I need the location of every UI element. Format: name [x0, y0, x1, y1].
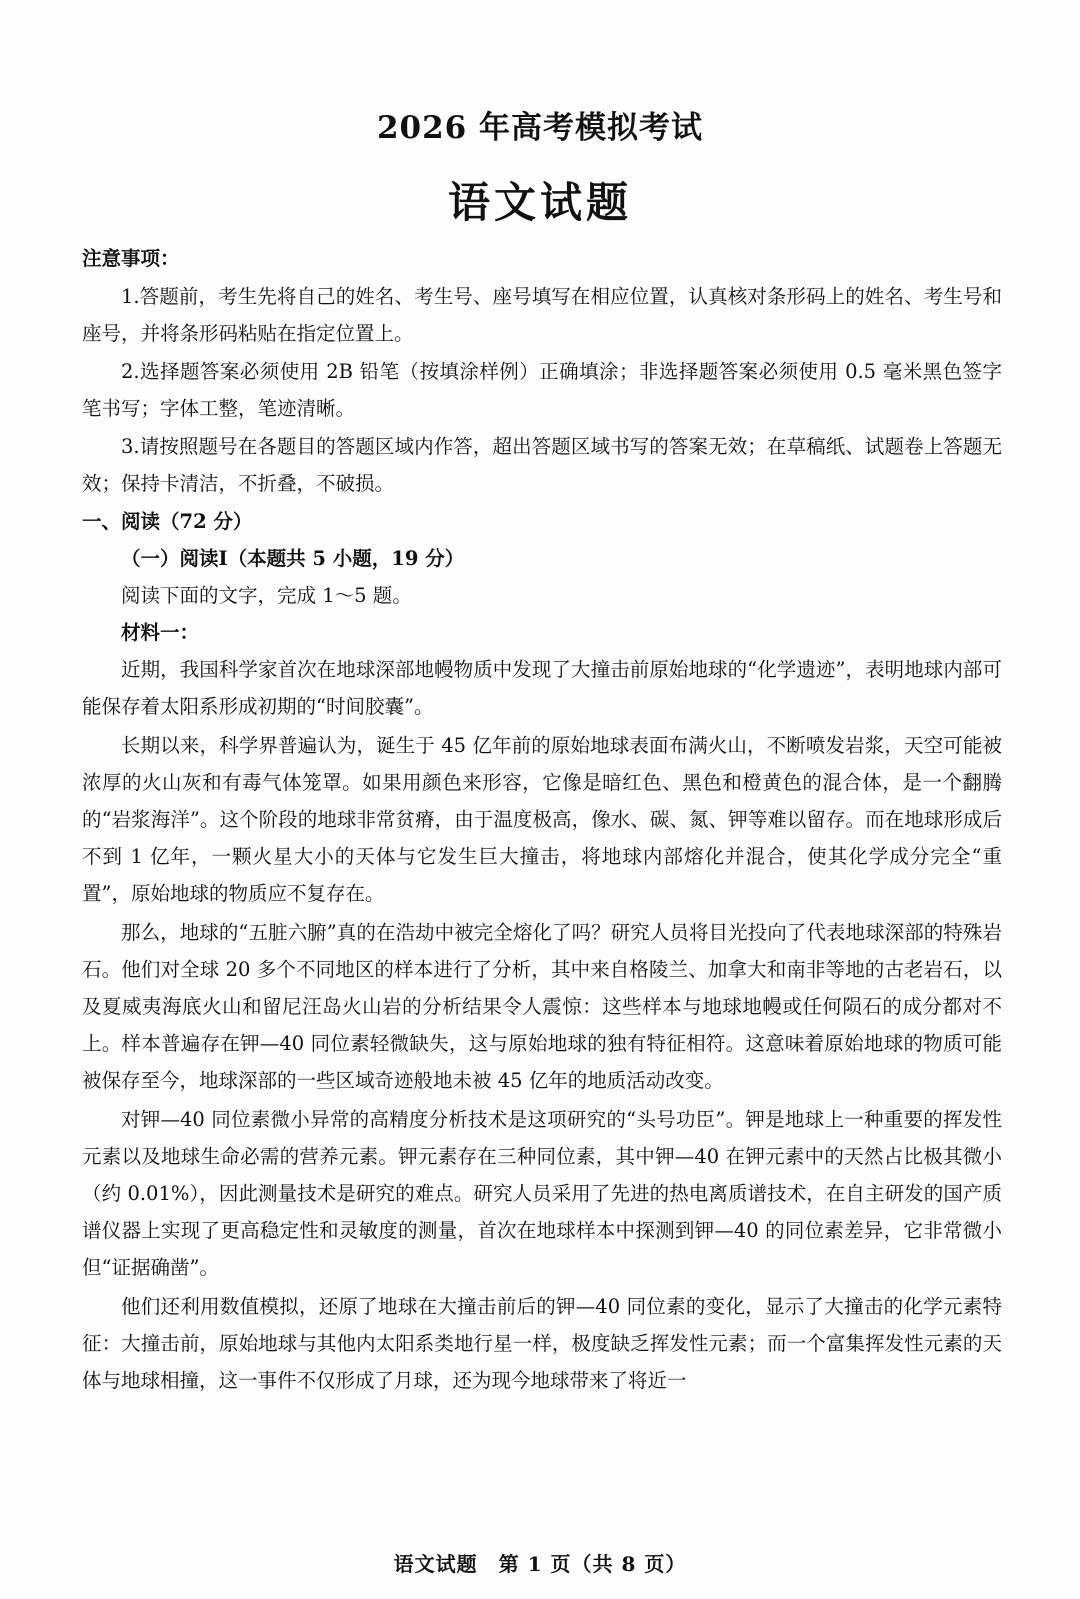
page-footer: 语文试题 第 1 页（共 8 页） — [393, 1552, 687, 1576]
notice-item-3: 3.请按照题号在各题目的答题区域内作答，超出答题区域书写的答案无效；在草稿纸、试题卷上答题无效；保持卡清洁，不折叠，不破损。 — [82, 435, 1002, 495]
article-paragraph-4: 对钾—40 同位素微小异常的高精度分析技术是这项研究的“头号功臣”。钾是地球上一种重要的挥发性元素以及地球生命必需的营养元素。钾元素存在三种同位素，其中钾—40 在钾元素中的天然占比极其微小（约 0.01%），因此测量技术是研究的难点。研究人员采用了先进的热电离质谱技术，在自主研发的国产质谱仪器上实现了更高稳定性和灵敏度的测量，首次在地球样本中探测到钾—40 的同位素差异，它非常微小但“证据确凿”。 — [82, 1108, 1002, 1279]
notice-heading: 注意事项： — [82, 247, 180, 270]
material-label: 材料一： — [121, 621, 200, 644]
article-paragraph-5: 他们还利用数值模拟，还原了地球在大撞击前后的钾—40 同位素的变化，显示了大撞击的化学元素特征：大撞击前，原始地球与其他内太阳系类地行星一样，极度缺乏挥发性元素；而一个富集挥发性元素的天体与地球相撞，这一事件不仅形成了月球，还为现今地球带来了将近一 — [82, 1295, 1002, 1392]
exam-title: 2026 年高考模拟考试 — [376, 110, 704, 146]
subject-title: 语文试题 — [447, 178, 632, 227]
notice-item-1: 1.答题前，考生先将自己的姓名、考生号、座号填写在相应位置，认真核对条形码上的姓名、考生号和座号，并将条形码粘贴在指定位置上。 — [82, 285, 1002, 345]
article — [82, 651, 1002, 1399]
article-paragraph-3: 那么，地球的“五脏六腑”真的在浩劫中被完全熔化了吗？研究人员将目光投向了代表地球深部的特殊岩石。他们对全球 20 多个不同地区的样本进行了分析，其中来自格陵兰、加拿大和南非等地的古老岩石，以及夏威夷海底火山和留尼汪岛火山岩的分析结果令人震惊：这些样本与地球地幔或任何陨石的成分都对不上。样本普遍存在钾—40 同位素轻微缺失，这与原始地球的独有特征相符。这意味着原始地球的物质可能被保存至今，地球深部的一些区域奇迹般地未被 45 亿年的地质活动改变。 — [82, 921, 1002, 1092]
section-heading: 一、阅读（72 分） — [82, 510, 253, 533]
section-instruction: 阅读下面的文字，完成 1～5 题。 — [121, 584, 412, 607]
section-subheading: （一）阅读Ⅰ（本题共 5 小题，19 分） — [121, 547, 465, 570]
notice-item-2: 2.选择题答案必须使用 2B 铅笔（按填涂样例）正确填涂；非选择题答案必须使用 0.5 毫米黑色签字笔书写；字体工整，笔迹清晰。 — [82, 360, 1002, 420]
article-paragraph-2: 长期以来，科学界普遍认为，诞生于 45 亿年前的原始地球表面布满火山，不断喷发岩浆，天空可能被浓厚的火山灰和有毒气体笼罩。如果用颜色来形容，它像是暗红色、黑色和橙黄色的混合体，是一个翻腾的“岩浆海洋”。这个阶段的地球非常贫瘠，由于温度极高，像水、碳、氮、钾等难以留存。而在地球形成后不到 1 亿年，一颗火星大小的天体与它发生巨大撞击，将地球内部熔化并混合，使其化学成分完全“重置”，原始地球的物质应不复存在。 — [82, 734, 1002, 905]
article-paragraph-1: 近期，我国科学家首次在地球深部地幔物质中发现了大撞击前原始地球的“化学遗迹”，表明地球内部可能保存着太阳系形成初期的“时间胶囊”。 — [82, 658, 1002, 718]
exam-body — [82, 240, 1002, 1401]
